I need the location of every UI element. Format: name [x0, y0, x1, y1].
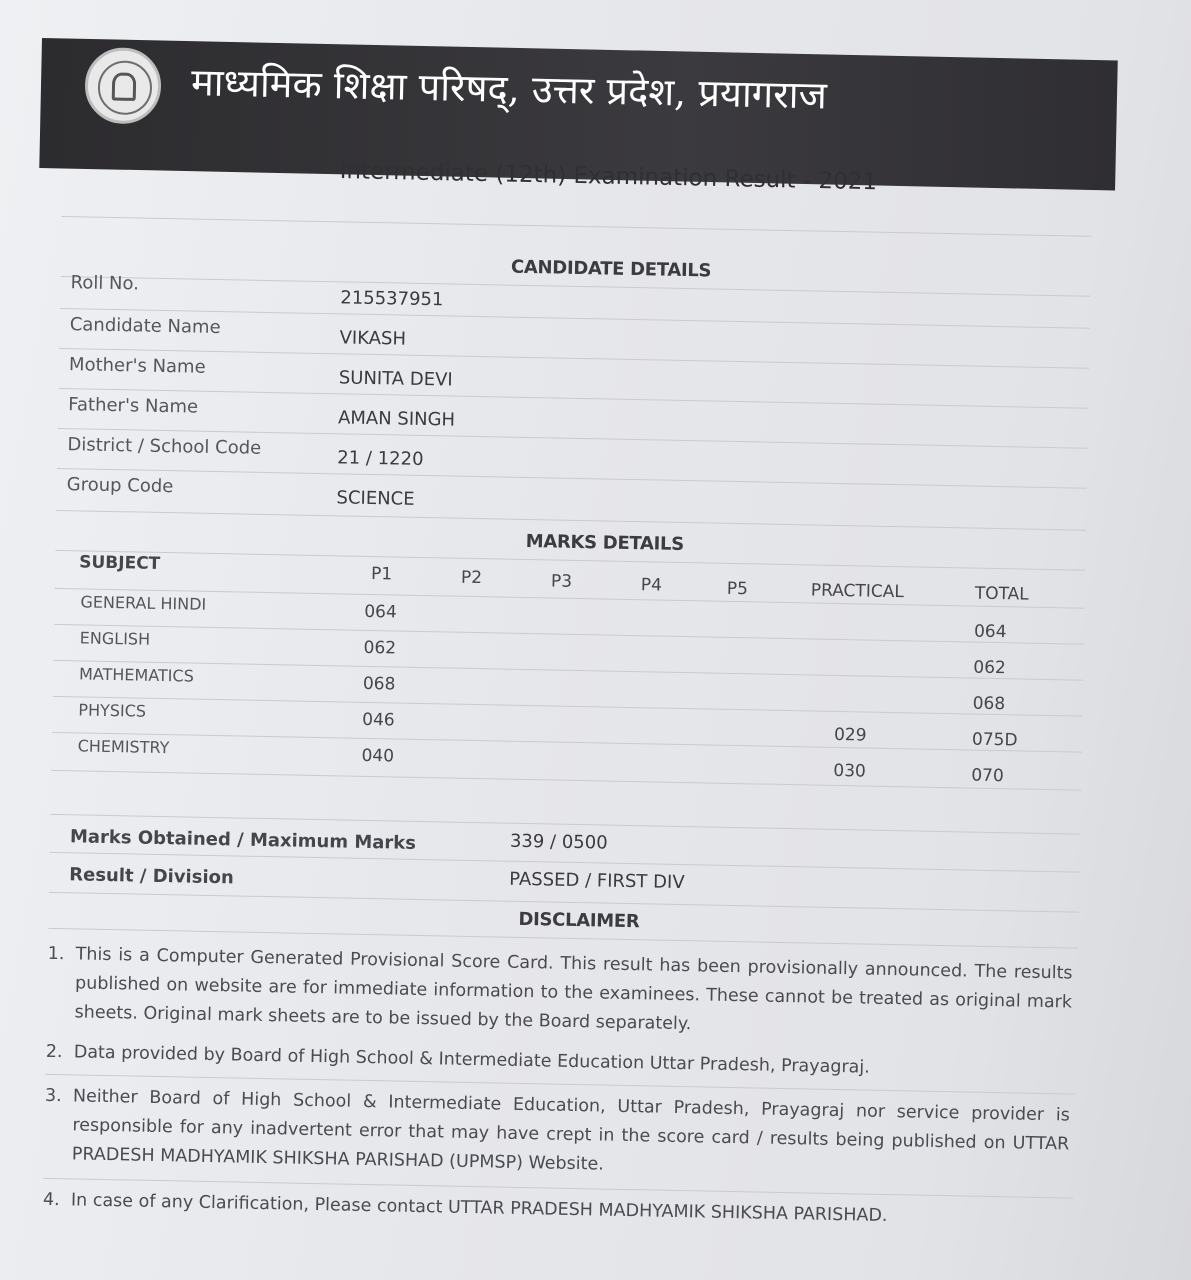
- disclaimer-number: 1.: [47, 943, 65, 965]
- field-value-candidate-name: VIKASH: [339, 327, 407, 350]
- field-value-roll-no: 215537951: [340, 287, 444, 311]
- disclaimer-text: This is a Computer Generated Provisional Score Card. This result has been provisionally announced. The results published on website are for immediate information to the examinees. These cannot be treated as original mark sheets. Original mark sheets are to be issued by the Board separately.: [74, 944, 1073, 1035]
- mark-p1: 040: [361, 745, 395, 767]
- mark-total: 064: [973, 621, 1007, 643]
- disclaimer-number: 2.: [45, 1041, 63, 1063]
- divider: [52, 729, 1082, 753]
- marks-details-heading: MARKS DETAILS: [525, 530, 685, 555]
- subject-name: PHYSICS: [78, 700, 147, 721]
- disclaimer-text: In case of any Clarification, Please contact UTTAR PRADESH MADHYAMIK SHIKSHA PARISHAD.: [70, 1190, 888, 1227]
- field-label-district-school-code: District / School Code: [67, 434, 262, 459]
- subject-name: MATHEMATICS: [78, 664, 195, 686]
- disclaimer-text: Neither Board of High School & Intermediate Education, Uttar Pradesh, Prayagraj nor service provider is responsible for any inadvertent error that may have crept in the score card / results being published on UTTAR PRADESH MADHYAMIK SHIKSHA PARISHAD (UPMSP) Website.: [71, 1086, 1070, 1175]
- field-label-father-name: Father's Name: [68, 394, 199, 418]
- divider: [55, 550, 1085, 571]
- result-content: [42, 210, 1112, 1227]
- candidate-details-heading: CANDIDATE DETAILS: [510, 256, 712, 282]
- disclaimer-item: [43, 1186, 1068, 1235]
- column-header-p3: P3: [550, 571, 573, 592]
- mark-total: 062: [973, 657, 1007, 679]
- subject-name: GENERAL HINDI: [80, 592, 207, 614]
- upmsp-emblem-icon: [84, 47, 162, 125]
- disclaimer-number: 4.: [42, 1189, 60, 1211]
- column-header-total: TOTAL: [974, 583, 1029, 605]
- field-label-roll-no: Roll No.: [70, 272, 140, 295]
- divider: [59, 348, 1089, 369]
- mark-practical: 030: [833, 760, 867, 782]
- mark-p1: 062: [363, 637, 397, 659]
- divider: [53, 657, 1083, 681]
- marks-obtained-value: 339 / 0500: [509, 830, 608, 854]
- disclaimer-item: [46, 1038, 1071, 1087]
- mark-practical: 029: [833, 724, 867, 746]
- subject-name: CHEMISTRY: [77, 736, 170, 758]
- subject-name: ENGLISH: [79, 628, 151, 649]
- divider: [51, 770, 1081, 791]
- exam-title: Intermediate (12th) Examination Result - 2021: [339, 158, 878, 196]
- field-value-district-school-code: 21 / 1220: [337, 447, 424, 470]
- column-header-subject: SUBJECT: [79, 552, 161, 574]
- mark-p1: 068: [362, 673, 396, 695]
- mark-total: 070: [971, 765, 1004, 787]
- field-label-candidate-name: Candidate Name: [69, 314, 221, 339]
- column-header-p5: P5: [726, 578, 749, 600]
- divider: [61, 276, 1091, 297]
- mark-p1: 064: [364, 601, 397, 623]
- field-label-group-code: Group Code: [66, 474, 174, 498]
- result-division-label: Result / Division: [69, 864, 234, 889]
- disclaimer-number: 3.: [44, 1085, 62, 1107]
- result-division-value: PASSED / FIRST DIV: [509, 868, 685, 894]
- board-name: माध्यमिक शिक्षा परिषद्, उत्तर प्रदेश, प्रयागराज: [190, 60, 828, 118]
- mark-total: 068: [972, 693, 1006, 715]
- divider: [54, 621, 1084, 645]
- disclaimer-heading: DISCLAIMER: [518, 908, 640, 933]
- marks-obtained-label: Marks Obtained / Maximum Marks: [69, 826, 417, 854]
- mark-total: 075D: [971, 729, 1018, 751]
- column-header-p4: P4: [640, 575, 663, 596]
- divider: [57, 468, 1087, 489]
- field-value-mother-name: SUNITA DEVI: [338, 367, 453, 391]
- mark-p1: 046: [362, 709, 395, 731]
- column-header-p1: P1: [370, 564, 393, 585]
- disclaimer-text: Data provided by Board of High School & Intermediate Education Uttar Pradesh, Prayagraj.: [73, 1042, 870, 1078]
- field-value-group-code: SCIENCE: [336, 487, 415, 510]
- divider: [53, 693, 1083, 717]
- disclaimer-item: [46, 940, 1072, 1047]
- field-value-father-name: AMAN SINGH: [337, 407, 456, 431]
- column-header-practical: PRACTICAL: [810, 580, 904, 603]
- divider: [59, 388, 1089, 409]
- divider: [56, 510, 1086, 531]
- disclaimer-item: [44, 1082, 1070, 1189]
- column-header-p2: P2: [460, 567, 483, 589]
- field-label-mother-name: Mother's Name: [68, 354, 206, 378]
- divider: [62, 216, 1092, 237]
